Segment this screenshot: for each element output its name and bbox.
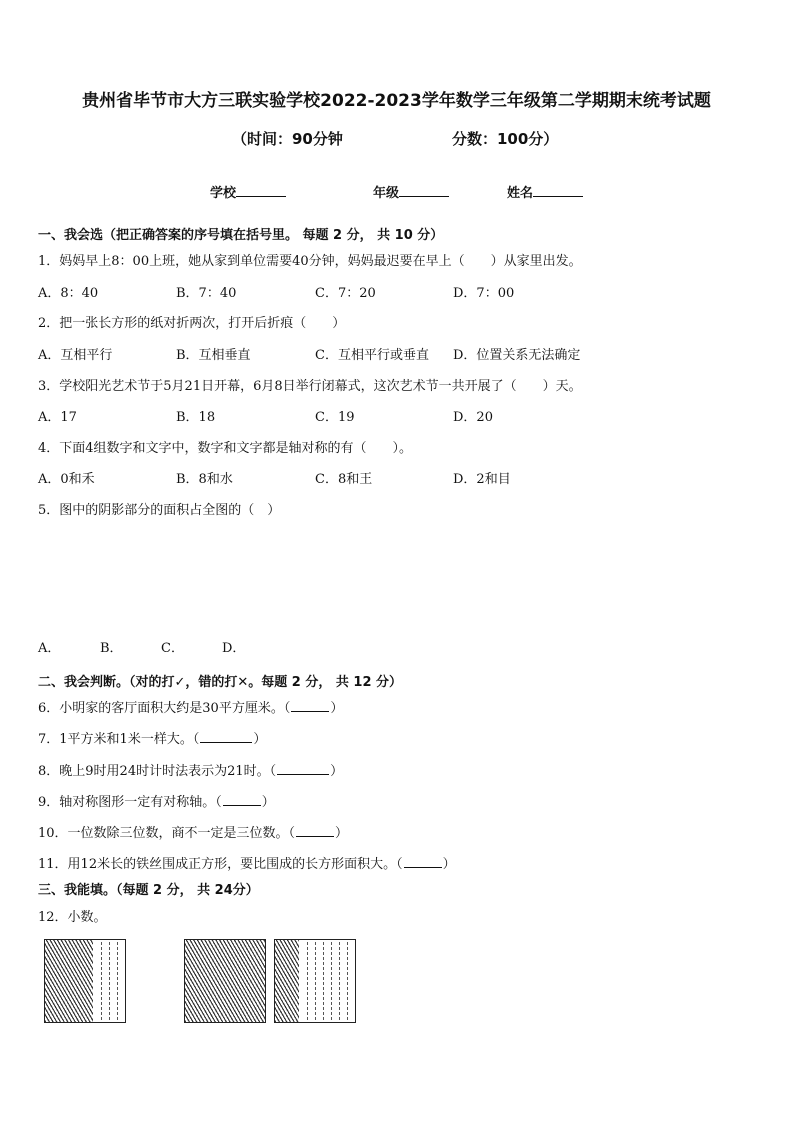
q11-text: 11．用12米长的铁丝围成正方形，要比围成的长方形面积大。（ <box>38 857 403 872</box>
q10-text: 10．一位数除三位数，商不一定是三位数。（ <box>38 826 296 841</box>
q9-line <box>38 791 275 810</box>
grade-label: 年级 <box>373 186 400 201</box>
grade-field <box>373 182 449 201</box>
q5-option-b[interactable]: B． <box>100 641 123 656</box>
q12-figure-2 <box>184 939 266 1023</box>
q11-close: ） <box>442 857 456 872</box>
q8-text: 8．晚上9时用24时计时法表示为21时。（ <box>38 764 277 779</box>
q2-option-b[interactable]: B．互相垂直 <box>176 348 251 363</box>
q7-answer-blank[interactable] <box>200 731 252 743</box>
q10-close: ） <box>335 826 349 841</box>
q4-option-d[interactable]: D．2和目 <box>453 472 511 487</box>
q11-line <box>38 853 456 872</box>
section2-heading: 二、我会判断。（对的打✓，错的打✕。每题 2 分， 共 12 分） <box>38 675 403 690</box>
q2-option-a[interactable]: A．互相平行 <box>38 348 113 363</box>
q3-option-c[interactable]: C．19 <box>315 410 355 425</box>
q6-answer-blank[interactable] <box>291 700 329 712</box>
q6-line <box>38 697 343 716</box>
q2-stem: 2．把一张长方形的纸对折两次，打开后折痕（ ） <box>38 316 346 331</box>
q10-answer-blank[interactable] <box>296 825 334 837</box>
school-label: 学校 <box>210 186 237 201</box>
grid-line <box>323 942 324 1020</box>
q2-option-d[interactable]: D．位置关系无法确定 <box>453 348 581 363</box>
q3-option-d[interactable]: D．20 <box>453 410 493 425</box>
q1-option-d[interactable]: D．7：00 <box>453 286 515 301</box>
q7-close: ） <box>253 732 267 747</box>
q4-option-a[interactable]: A．0和禾 <box>38 472 95 487</box>
q1-stem: 1．妈妈早上8：00上班，她从家到单位需要40分钟，妈妈最迟要在早上（ ）从家里出发。 <box>38 254 582 269</box>
grade-blank[interactable] <box>399 184 449 197</box>
school-field <box>210 182 286 201</box>
q7-line <box>38 728 266 747</box>
q10-line <box>38 822 348 841</box>
name-field <box>507 182 583 201</box>
q12-figure-2-shaded <box>185 940 265 1022</box>
grid-line <box>339 942 340 1020</box>
q3-stem: 3．学校阳光艺术节于5月21日开幕，6月8日举行闭幕式，这次艺术节一共开展了（ ）天。 <box>38 379 582 394</box>
grid-line <box>117 942 118 1020</box>
grid-line <box>307 942 308 1020</box>
q12-figure-3-shaded <box>275 940 299 1022</box>
q3-option-a[interactable]: A．17 <box>38 410 77 425</box>
q9-close: ） <box>261 795 275 810</box>
q1-option-b[interactable]: B．7：40 <box>176 286 237 301</box>
q8-close: ） <box>330 764 344 779</box>
name-blank[interactable] <box>533 184 583 197</box>
q5-stem: 5．图中的阴影部分的面积占全图的（ ） <box>38 503 281 518</box>
exam-score: 分数：100分） <box>452 130 559 148</box>
grid-line <box>331 942 332 1020</box>
q12-stem: 12．小数。 <box>38 910 107 925</box>
grid-line <box>315 942 316 1020</box>
q12-figure-3 <box>274 939 356 1023</box>
q12-figure-1-shaded <box>45 940 93 1022</box>
grid-line <box>347 942 348 1020</box>
q12-figure-1 <box>44 939 126 1023</box>
q8-answer-blank[interactable] <box>277 763 329 775</box>
q8-line <box>38 760 343 779</box>
q6-text: 6．小明家的客厅面积大约是30平方厘米。（ <box>38 701 291 716</box>
q4-option-c[interactable]: C．8和王 <box>315 472 373 487</box>
q11-answer-blank[interactable] <box>404 856 442 868</box>
q1-option-a[interactable]: A．8：40 <box>38 286 99 301</box>
q5-option-d[interactable]: D． <box>222 641 246 656</box>
q1-option-c[interactable]: C．7：20 <box>315 286 376 301</box>
q5-option-c[interactable]: C． <box>161 641 184 656</box>
name-label: 姓名 <box>507 186 534 201</box>
grid-line <box>101 942 102 1020</box>
grid-line <box>109 942 110 1020</box>
school-blank[interactable] <box>236 184 286 197</box>
q7-text: 7．1平方米和1米一样大。（ <box>38 732 200 747</box>
exam-time: （时间：90分钟 <box>232 130 343 148</box>
exam-title: 贵州省毕节市大方三联实验学校2022-2023学年数学三年级第二学期期末统考试题 <box>82 91 711 111</box>
q2-option-c[interactable]: C．互相平行或垂直 <box>315 348 429 363</box>
q9-text: 9．轴对称图形一定有对称轴。（ <box>38 795 222 810</box>
q3-option-b[interactable]: B．18 <box>176 410 216 425</box>
q4-stem: 4．下面4组数字和文字中，数字和文字都是轴对称的有（ ）。 <box>38 441 413 456</box>
section3-heading: 三、我能填。（每题 2 分， 共 24分） <box>38 883 259 898</box>
q9-answer-blank[interactable] <box>223 794 261 806</box>
q6-close: ） <box>330 701 344 716</box>
section1-heading: 一、我会选（把正确答案的序号填在括号里。 每题 2 分， 共 10 分） <box>38 228 444 243</box>
q5-option-a[interactable]: A． <box>38 641 61 656</box>
q4-option-b[interactable]: B．8和水 <box>176 472 233 487</box>
